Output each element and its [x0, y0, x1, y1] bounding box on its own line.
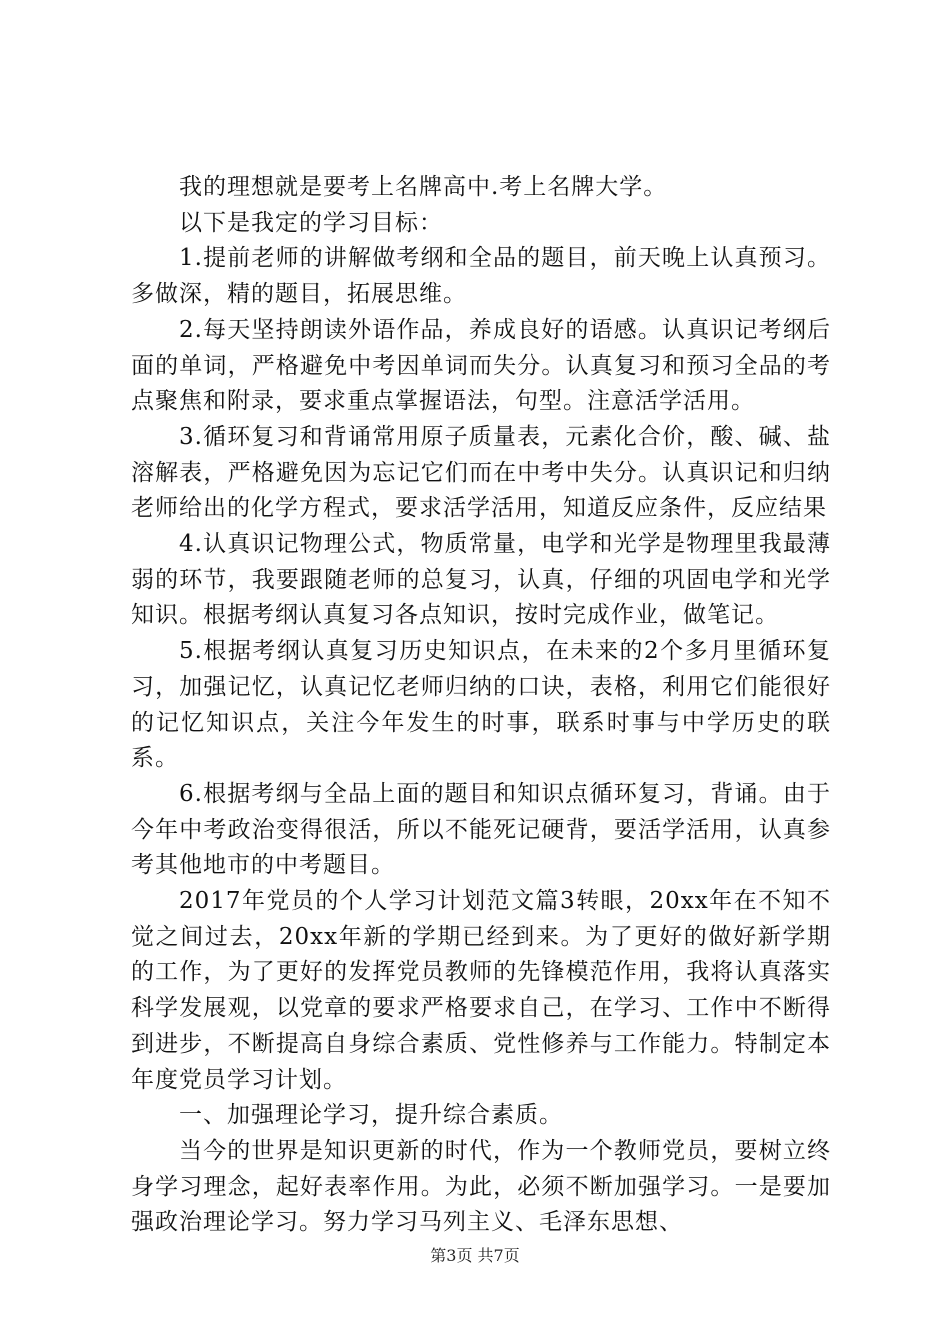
paragraph-goal-2: 2.每天坚持朗读外语作品，养成良好的语感。认真识记考纲后面的单词，严格避免中考因单词而失分。认真复习和预习全品的考点聚焦和附录，要求重点掌握语法，句型。注意活学活用。	[131, 316, 831, 415]
paragraph-theory-study: 当今的世界是知识更新的时代，作为一个教师党员，要树立终身学习理念，起好表率作用。为此，必须不断加强学习。一是要加强政治理论学习。努力学习马列主义、毛泽东思想、	[131, 1137, 831, 1236]
paragraph-plan-intro: 2017年党员的个人学习计划范文篇3转眼，20xx年在不知不觉之间过去，20xx年新的学期已经到来。为了更好的做好新学期的工作，为了更好的发挥党员教师的先锋模范作用，我将认真落实科学发展观，以党章的要求严格要求自己，在学习、工作中不断得到进步，不断提高自身综合素质、党性修养与工作能力。特制定本年度党员学习计划。	[131, 888, 831, 1093]
page-number-footer: 第3页 共7页	[430, 1246, 520, 1265]
paragraph-goal-6: 6.根据考纲与全品上面的题目和知识点循环复习，背诵。由于今年中考政治变得很活，所以不能死记硬背，要活学活用，认真参考其他地市的中考题目。	[131, 780, 831, 879]
paragraph-goal-3: 3.循环复习和背诵常用原子质量表，元素化合价，酸、碱、盐溶解表，严格避免因为忘记它们而在中考中失分。认真识记和归纳老师给出的化学方程式，要求活学活用，知道反应条件，反应结果	[131, 423, 831, 522]
document-body	[131, 170, 831, 1241]
paragraph-goal-4: 4.认真识记物理公式，物质常量，电学和光学是物理里我最薄弱的环节，我要跟随老师的总复习，认真，仔细的巩固电学和光学知识。根据考纲认真复习各点知识，按时完成作业，做笔记。	[131, 531, 831, 629]
paragraph-goal-5: 5.根据考纲认真复习历史知识点，在未来的2个多月里循环复习，加强记忆，认真记忆老师归纳的口诀，表格，利用它们能很好的记忆知识点，关注今年发生的时事，联系时事与中学历史的联系。	[131, 638, 831, 772]
paragraph-ideal: 我的理想就是要考上名牌高中.考上名牌大学。	[179, 174, 668, 200]
section-heading-theory-study: 一、加强理论学习，提升综合素质。	[179, 1102, 563, 1129]
paragraph-goal-1: 1.提前老师的讲解做考纲和全品的题目，前天晚上认真预习。多做深，精的题目，拓展思维。	[131, 245, 831, 308]
paragraph-goals-intro: 以下是我定的学习目标：	[179, 209, 443, 236]
